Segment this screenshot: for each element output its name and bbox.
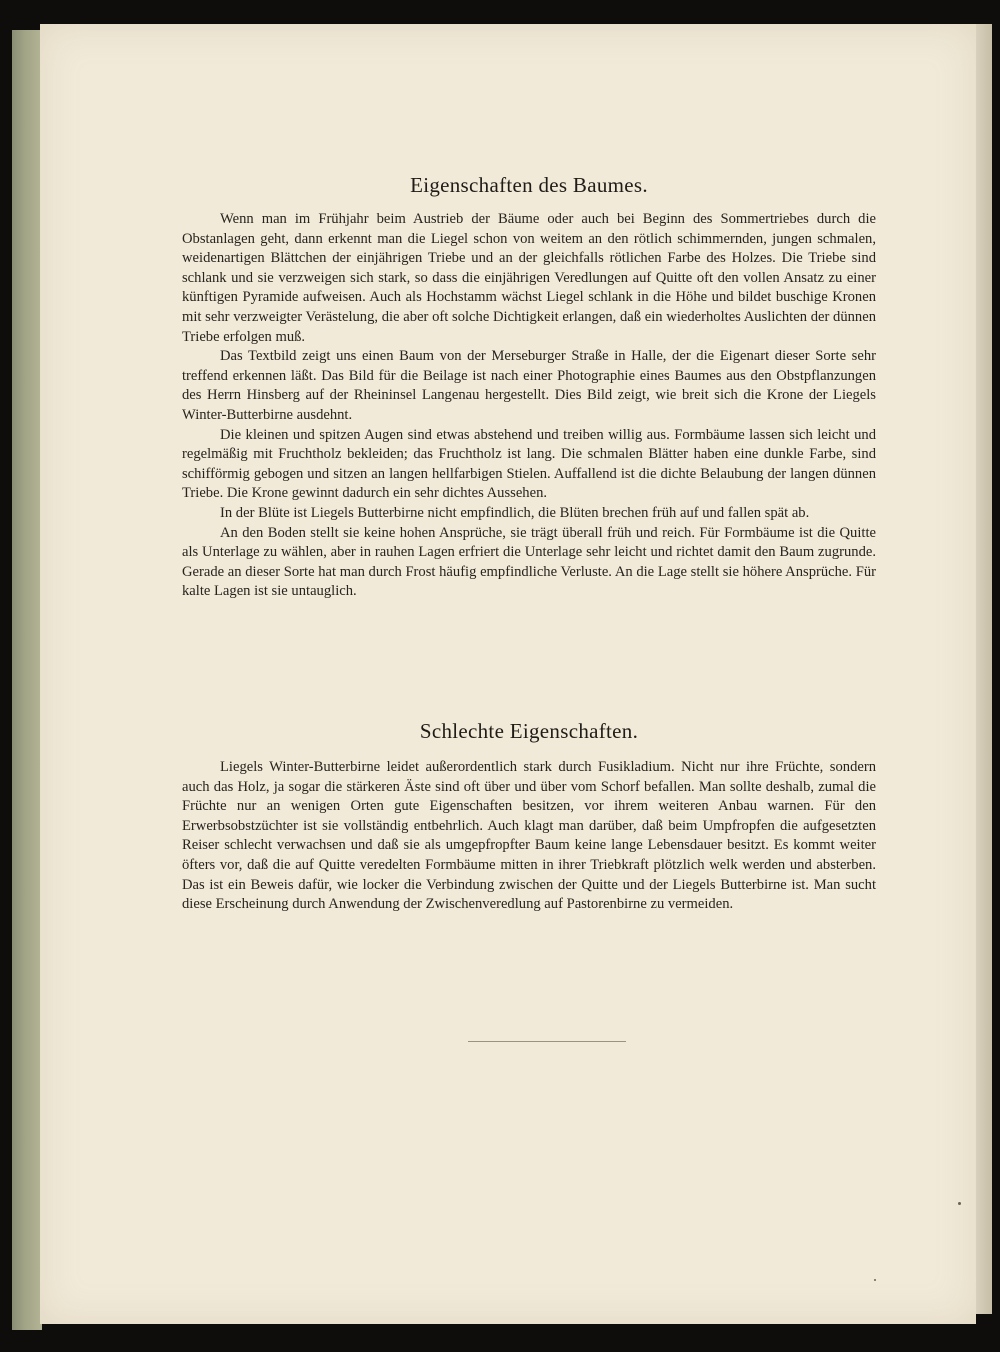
closing-rule: [468, 1041, 626, 1042]
paper-speck: [958, 1202, 961, 1205]
section-body-schlechte-eigenschaften: [182, 758, 876, 915]
section-heading-schlechte-eigenschaften: Schlechte Eigenschaften.: [419, 719, 639, 743]
paragraph: Liegels Winter-Butterbirne leidet außerordentlich stark durch Fusikladium. Nicht nur ihre Früchte, sondern auch das Holz, ja sogar die stärkeren Äste sind oft über und über vom Schorf befallen. Man sollte deshalb, zumal die Früchte nur an wenigen Orten gute Eigenschaften besitzen, vor ihrem weiteren Anbau warnen. Für den Erwerbsobstzüchter ist sie vollständig entbehrlich. Auch klagt man darüber, daß beim Umpfropfen die aufgesetzten Reiser schlecht verwachsen und daß sie als umgepfropfter Baum keine lange Lebensdauer besitzt. Es kommt weiter öfters vor, daß die auf Quitte veredelten Formbäume mitten in ihrer Triebkraft plötzlich welk werden und absterben. Das ist ein Beweis dafür, wie locker die Verbindung zwischen der Quitte und der Liegels Butterbirne ist. Man sucht diese Erscheinung durch Anwendung der Zwischenveredlung auf Pastorenbirne zu vermeiden.: [182, 759, 876, 913]
page: [40, 24, 976, 1324]
paragraph: Das Textbild zeigt uns einen Baum von der Merseburger Straße in Halle, der die Eigenart dieser Sorte sehr treffend erkennen läßt. Das Bild für die Beilage ist nach einer Photographie eines Baumes aus den Obstpflanzungen des Herrn Hinsberg auf der Rheininsel Langenau hergestellt. Dies Bild zeigt, wie breit sich die Krone der Liegels Winter-Butterbirne ausdehnt.: [182, 348, 876, 423]
paragraph: In der Blüte ist Liegels Butterbirne nicht empfindlich, die Blüten brechen früh auf und fallen spät ab.: [220, 504, 810, 521]
paper-speck: [874, 1279, 876, 1281]
section-body-eigenschaften: [182, 210, 876, 602]
paragraph: An den Boden stellt sie keine hohen Ansprüche, sie trägt überall früh und reich. Für Formbäume ist die Quitte als Unterlage zu wählen, aber in rauhen Lagen erfriert die Unterlage sehr leicht und richtet damit den Baum zugrunde. Gerade an dieser Sorte hat man durch Frost häufig empfindliche Verluste. An die Lage stellt sie höhere Ansprüche. Für kalte Lagen ist sie untauglich.: [182, 524, 876, 600]
section-heading-eigenschaften: Eigenschaften des Baumes.: [410, 173, 648, 197]
binding-strip: [12, 30, 42, 1330]
paragraph: Die kleinen und spitzen Augen sind etwas abstehend und treiben willig aus. Formbäume lassen sich leicht und regelmäßig mit Fruchtholz bekleiden; das Fruchtholz ist lang. Die schmalen Blätter haben eine dunkle Farbe, sind schifförmig gebogen und sitzen an langen hellfarbigen Stielen. Auffallend ist die dichte Belaubung der langen dünnen Triebe. Die Krone gewinnt dadurch ein sehr dichtes Aussehen.: [182, 426, 876, 502]
paragraph: Wenn man im Frühjahr beim Austrieb der Bäume oder auch bei Beginn des Sommertriebes durch die Obstanlagen geht, dann erkennt man die Liegel schon von weitem an den rötlich schimmernden, jungen schmalen, weidenartigen Blättchen der einjährigen Triebe und an der gleichfalls rötlichen Farbe des Holzes. Die Triebe sind schlank und sie verzweigen sich stark, so dass die einjährigen Veredlungen auf Quitte oft den vollen Ansatz zu einer künftigen Pyramide aufweisen. Auch als Hochstamm wächst Liegel schlank in die Höhe und bildet buschige Kronen mit sehr verzweigter Verästelung, die aber oft solche Dichtigkeit erlangen, daß ein wiederholtes Auslichten der dünnen Triebe erfolgen muß.: [182, 211, 876, 345]
